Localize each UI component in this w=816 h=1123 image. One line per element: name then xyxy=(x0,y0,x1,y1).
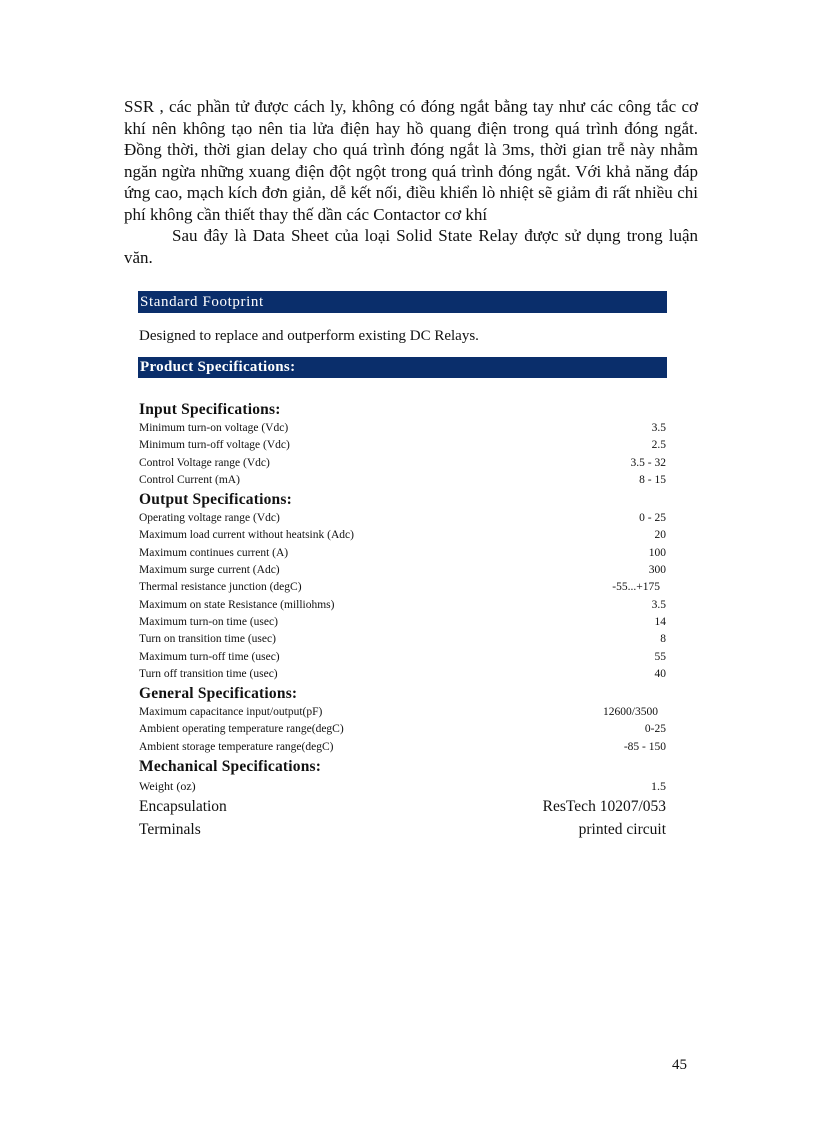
spec-row xyxy=(139,437,666,454)
standard-footprint-banner: Standard Footprint xyxy=(138,291,667,313)
spec-value: 55 xyxy=(654,650,666,663)
spec-row xyxy=(139,777,666,796)
spec-label: Terminals xyxy=(139,820,201,838)
spec-label: Encapsulation xyxy=(139,798,227,816)
spec-row xyxy=(139,472,666,489)
spec-value: 1.5 xyxy=(651,779,666,794)
spec-value: 8 xyxy=(660,633,666,646)
spec-row xyxy=(139,545,666,562)
spec-value: 2.5 xyxy=(651,439,666,452)
spec-value: 12600/3500 xyxy=(603,706,658,719)
spec-row xyxy=(139,579,666,596)
spec-label: Maximum surge current (Adc) xyxy=(139,564,280,577)
spec-row xyxy=(139,614,666,631)
spec-label: Control Current (mA) xyxy=(139,473,240,486)
spec-label: Minimum turn-on voltage (Vdc) xyxy=(139,422,289,434)
spec-row xyxy=(139,721,666,738)
spec-label: Maximum continues current (A) xyxy=(139,546,289,559)
spec-value: 14 xyxy=(654,615,666,628)
spec-row xyxy=(139,631,666,648)
spec-value: 100 xyxy=(648,546,666,559)
spec-value: -85 - 150 xyxy=(623,740,666,753)
general-specifications-title: General Specifications: xyxy=(139,685,298,703)
spec-value: 3.5 - 32 xyxy=(630,456,666,469)
spec-row xyxy=(139,649,666,666)
spec-row xyxy=(139,455,666,472)
spec-label: Maximum on state Resistance (milliohms) xyxy=(139,598,335,611)
spec-label: Maximum load current without heatsink (Adc) xyxy=(139,529,354,542)
intro-paragraph: SSR , các phần tử được cách ly, không có đóng ngắt bằng tay như các công tắc cơ khí nên không tạo nên tia lửa điện hay hồ quang điện trong quá trình đóng ngắt. Đồng thời, thời gian delay cho quá trình đóng ngắt là 3ms, thời gian trễ này nhằm ngăn ngừa những xuang điện đột ngột trong quá trình đóng ngắt. Với khả năng đáp ứng cao, mạch kích đơn giản, dễ kết nối, điều khiển lò nhiệt sẽ giảm đi rất nhiều chi phí không cần thiết thay thế dần các Contactor cơ khí xyxy=(124,97,698,224)
spec-value: 8 - 15 xyxy=(639,473,666,486)
spec-value: 0 - 25 xyxy=(639,512,666,525)
spec-row xyxy=(139,420,666,437)
spec-label: Minimum turn-off voltage (Vdc) xyxy=(139,439,290,452)
spec-label: Ambient operating temperature range(degC) xyxy=(139,723,344,736)
spec-row xyxy=(139,796,666,819)
spec-label: Ambient storage temperature range(degC) xyxy=(139,740,334,753)
spec-row xyxy=(139,666,666,683)
spec-row xyxy=(139,704,666,721)
spec-label: Maximum capacitance input/output(pF) xyxy=(139,706,323,719)
spec-value: ResTech 10207/053 xyxy=(542,798,666,816)
spec-row xyxy=(139,562,666,579)
spec-row xyxy=(139,819,666,842)
spec-label: Turn on transition time (usec) xyxy=(139,633,276,646)
page-number: 45 xyxy=(672,1057,687,1073)
spec-label: Weight (oz) xyxy=(139,779,196,794)
spec-label: Maximum turn-off time (usec) xyxy=(139,650,280,663)
spec-value: 3.5 xyxy=(651,598,666,611)
spec-value: 300 xyxy=(648,564,666,577)
output-specifications-title: Output Specifications: xyxy=(139,491,292,509)
spec-value: 40 xyxy=(654,667,666,680)
spec-value: 20 xyxy=(654,529,666,542)
spec-row xyxy=(139,739,666,756)
spec-label: Thermal resistance junction (degC) xyxy=(139,581,302,594)
spec-row xyxy=(139,597,666,614)
spec-value: printed circuit xyxy=(578,820,666,838)
spec-row xyxy=(139,510,666,527)
intro-text xyxy=(124,96,698,268)
specifications-table xyxy=(139,399,666,841)
spec-label: Control Voltage range (Vdc) xyxy=(139,456,270,469)
spec-label: Operating voltage range (Vdc) xyxy=(139,512,280,525)
spec-value: 3.5 xyxy=(651,422,666,434)
spec-row xyxy=(139,527,666,544)
input-specifications-title: Input Specifications: xyxy=(139,401,281,418)
intro-paragraph: Sau đây là Data Sheet của loại Solid State Relay được sử dụng trong luận văn. xyxy=(124,226,698,267)
product-specifications-banner: Product Specifications: xyxy=(138,357,667,378)
spec-value: -55...+175 xyxy=(612,581,660,594)
mechanical-specifications-title: Mechanical Specifications: xyxy=(139,758,322,776)
designed-description: Designed to replace and outperform existing DC Relays. xyxy=(139,328,479,344)
spec-label: Maximum turn-on time (usec) xyxy=(139,615,278,628)
spec-value: 0-25 xyxy=(644,723,666,736)
spec-label: Turn off transition time (usec) xyxy=(139,667,278,680)
